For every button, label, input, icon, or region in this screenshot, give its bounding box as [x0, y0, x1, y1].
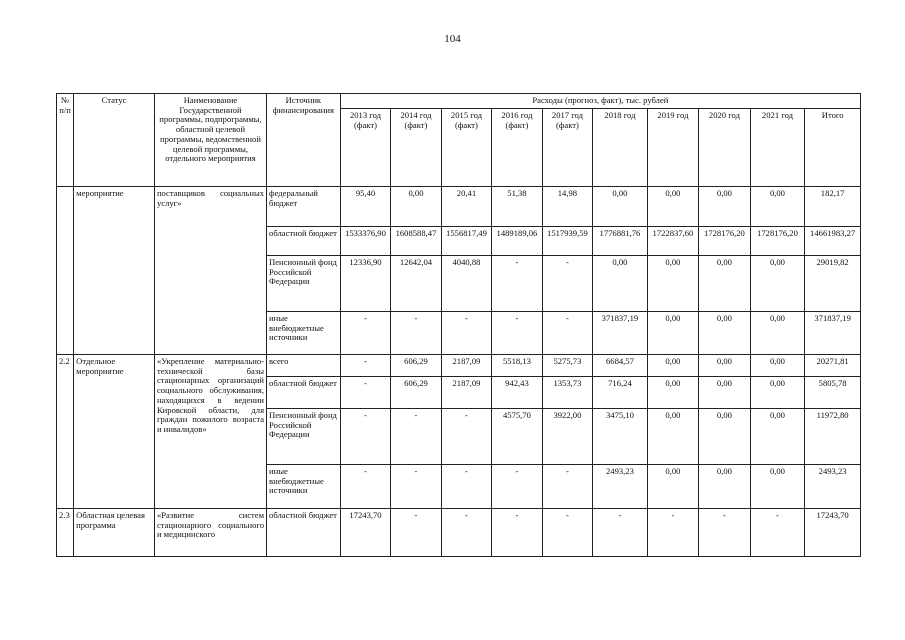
amount-cell: 1776881,76 [593, 227, 648, 256]
amount-cell: 0,00 [750, 409, 805, 465]
amount-cell: 0,00 [699, 465, 751, 509]
amount-cell: 0,00 [699, 256, 751, 312]
total-cell: 29019,82 [805, 256, 861, 312]
amount-cell: 0,00 [699, 187, 751, 227]
amount-cell: 1608588,47 [391, 227, 441, 256]
amount-cell: 1353,73 [542, 377, 592, 409]
amount-cell: - [647, 509, 699, 557]
header-year: 2018 год [593, 109, 648, 187]
header-source: Источник финансирования [267, 94, 341, 187]
amount-cell: - [391, 409, 441, 465]
amount-cell: 0,00 [699, 377, 751, 409]
amount-cell: - [340, 377, 390, 409]
funding-source: областной бюджет [267, 377, 341, 409]
amount-cell: 12336,90 [340, 256, 390, 312]
amount-cell: 0,00 [647, 187, 699, 227]
funding-source: всего [267, 355, 341, 377]
funding-source: Пенсионный фонд Российской Федерации [267, 256, 341, 312]
total-cell: 2493,23 [805, 465, 861, 509]
amount-cell: - [542, 256, 592, 312]
funding-source: областной бюджет [267, 509, 341, 557]
amount-cell: 2493,23 [593, 465, 648, 509]
amount-cell: 5275,73 [542, 355, 592, 377]
page-number: 104 [444, 33, 461, 45]
amount-cell: - [492, 465, 542, 509]
amount-cell: 0,00 [647, 256, 699, 312]
amount-cell: - [391, 509, 441, 557]
amount-cell: 1533376,90 [340, 227, 390, 256]
funding-source: Пенсионный фонд Российской Федерации [267, 409, 341, 465]
row-number: 2.3 [57, 509, 74, 557]
total-cell: 182,17 [805, 187, 861, 227]
amount-cell: 2187,09 [441, 377, 491, 409]
amount-cell: 1489189,06 [492, 227, 542, 256]
row-status: Отдельное мероприятие [74, 355, 155, 509]
total-cell: 20271,81 [805, 355, 861, 377]
row-program-name: «Укрепление материально-технической базы стационарных организаций социального обслуживания, находящихся в ведении Кировской области, для граждан пожилого возраста и инвалидов» [154, 355, 266, 509]
header-year: 2016 год (факт) [492, 109, 542, 187]
total-cell: 14661983,27 [805, 227, 861, 256]
amount-cell: - [699, 509, 751, 557]
amount-cell: 371837,19 [593, 312, 648, 355]
row-number: 2.2 [57, 355, 74, 509]
amount-cell: - [340, 312, 390, 355]
amount-cell: 1728176,20 [750, 227, 805, 256]
header-year: 2017 год (факт) [542, 109, 592, 187]
amount-cell: - [441, 409, 491, 465]
amount-cell: 0,00 [647, 409, 699, 465]
funding-source: иные внебюджетные источники [267, 465, 341, 509]
table-row [57, 355, 861, 377]
amount-cell: - [750, 509, 805, 557]
table-header [57, 94, 861, 187]
amount-cell: 1517939,59 [542, 227, 592, 256]
amount-cell: 0,00 [699, 312, 751, 355]
amount-cell: 6684,57 [593, 355, 648, 377]
table-row [57, 187, 861, 227]
amount-cell: 716,24 [593, 377, 648, 409]
amount-cell: 0,00 [750, 187, 805, 227]
amount-cell: 0,00 [750, 355, 805, 377]
amount-cell: - [542, 465, 592, 509]
table-body [57, 187, 861, 557]
row-number [57, 187, 74, 355]
header-total: Итого [805, 109, 861, 187]
amount-cell: 0,00 [750, 256, 805, 312]
header-year: 2015 год (факт) [441, 109, 491, 187]
amount-cell: - [391, 312, 441, 355]
header-year: 2013 год (факт) [340, 109, 390, 187]
amount-cell: 5518,13 [492, 355, 542, 377]
amount-cell: - [542, 509, 592, 557]
header-number: № п/п [57, 94, 74, 187]
amount-cell: 0,00 [647, 355, 699, 377]
header-year: 2019 год [647, 109, 699, 187]
amount-cell: 1728176,20 [699, 227, 751, 256]
header-name: Наименование Государственной программы, подпрограммы, областной целевой программы, ведомственной целевой программы, отдельного мероприятия [154, 94, 266, 187]
amount-cell: - [542, 312, 592, 355]
amount-cell: - [340, 409, 390, 465]
amount-cell: 4040,88 [441, 256, 491, 312]
amount-cell: 0,00 [593, 256, 648, 312]
amount-cell: 0,00 [391, 187, 441, 227]
amount-cell: - [441, 312, 491, 355]
amount-cell: 0,00 [593, 187, 648, 227]
total-cell: 17243,70 [805, 509, 861, 557]
amount-cell: - [492, 312, 542, 355]
table-row [57, 509, 861, 557]
amount-cell: 0,00 [647, 465, 699, 509]
total-cell: 5805,78 [805, 377, 861, 409]
amount-cell: 1722837,60 [647, 227, 699, 256]
amount-cell: 606,29 [391, 355, 441, 377]
funding-source: федеральный бюджет [267, 187, 341, 227]
amount-cell: 2187,09 [441, 355, 491, 377]
amount-cell: - [593, 509, 648, 557]
row-status: мероприятие [74, 187, 155, 355]
amount-cell: 0,00 [699, 409, 751, 465]
header-expenses: Расходы (прогноз, факт), тыс. рублей [340, 94, 860, 109]
header-status: Статус [74, 94, 155, 187]
amount-cell: 0,00 [647, 377, 699, 409]
amount-cell: - [391, 465, 441, 509]
row-program-name: «Развитие систем стационарного социального и медицинского [154, 509, 266, 557]
amount-cell: 51,38 [492, 187, 542, 227]
funding-source: областной бюджет [267, 227, 341, 256]
total-cell: 11972,80 [805, 409, 861, 465]
header-year: 2020 год [699, 109, 751, 187]
amount-cell: 95,40 [340, 187, 390, 227]
budget-table [56, 93, 861, 557]
amount-cell: 0,00 [647, 312, 699, 355]
amount-cell: 14,98 [542, 187, 592, 227]
amount-cell: 12642,04 [391, 256, 441, 312]
amount-cell: 4575,70 [492, 409, 542, 465]
total-cell: 371837,19 [805, 312, 861, 355]
amount-cell: - [441, 465, 491, 509]
amount-cell: 0,00 [750, 465, 805, 509]
amount-cell: 0,00 [750, 377, 805, 409]
amount-cell: 3922,00 [542, 409, 592, 465]
row-status: Областная целевая программа [74, 509, 155, 557]
amount-cell: - [492, 509, 542, 557]
amount-cell: 0,00 [750, 312, 805, 355]
amount-cell: 606,29 [391, 377, 441, 409]
amount-cell: 17243,70 [340, 509, 390, 557]
amount-cell: - [340, 465, 390, 509]
funding-source: иные внебюджетные источники [267, 312, 341, 355]
amount-cell: 3475,10 [593, 409, 648, 465]
amount-cell: 942,43 [492, 377, 542, 409]
amount-cell: - [492, 256, 542, 312]
header-year: 2014 год (факт) [391, 109, 441, 187]
row-program-name: поставщиков социальных услуг» [154, 187, 266, 355]
amount-cell: - [340, 355, 390, 377]
header-year: 2021 год [750, 109, 805, 187]
amount-cell: 0,00 [699, 355, 751, 377]
amount-cell: - [441, 509, 491, 557]
amount-cell: 20,41 [441, 187, 491, 227]
amount-cell: 1556817,49 [441, 227, 491, 256]
